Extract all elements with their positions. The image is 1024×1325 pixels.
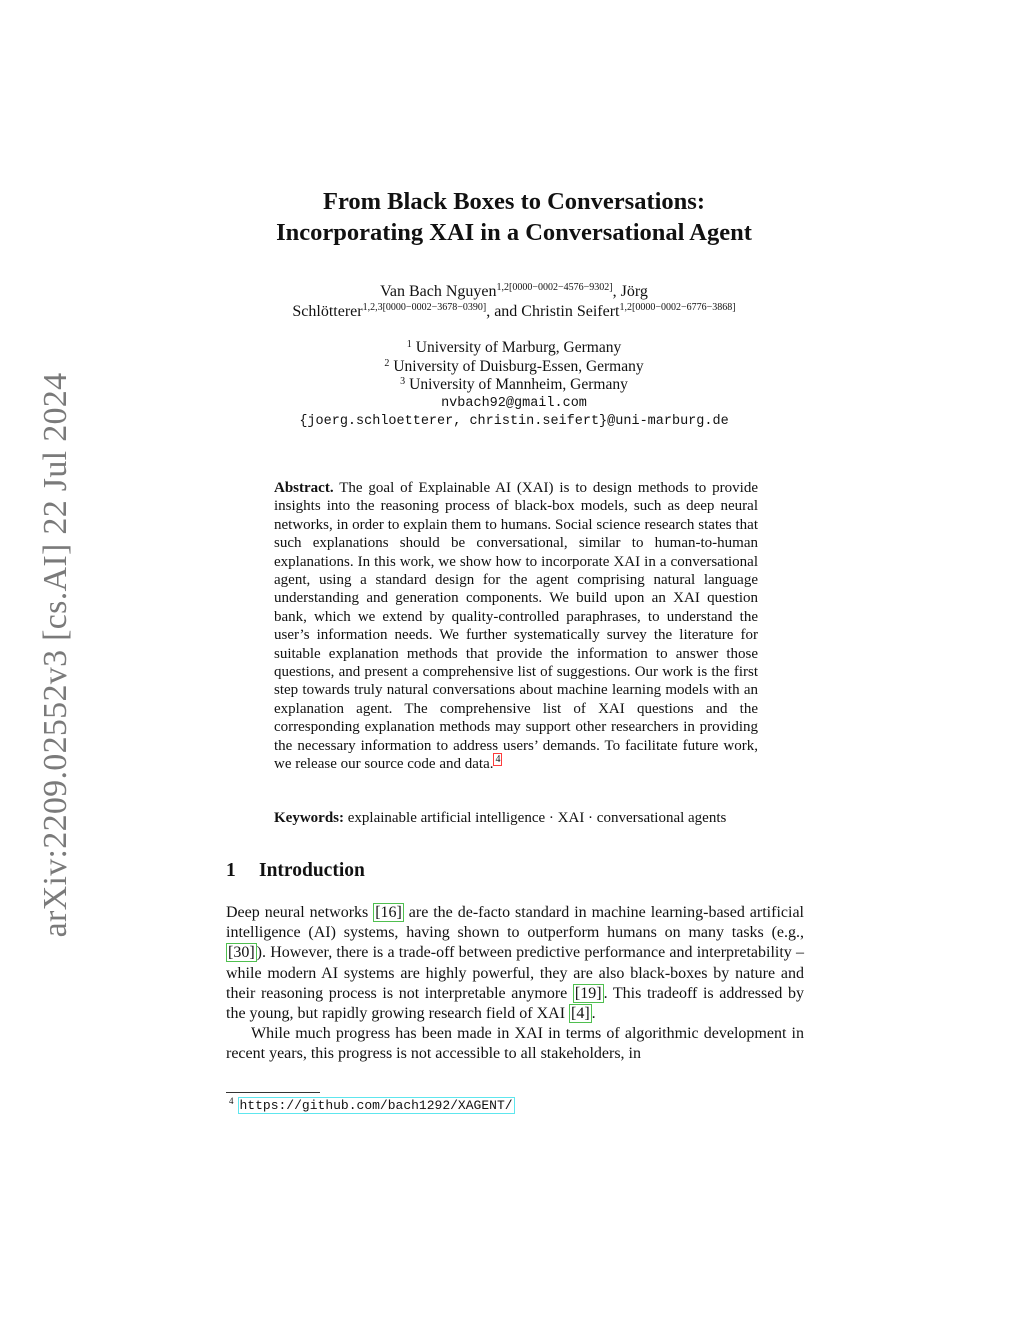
affiliation-2: $^2$ University of Duisburg-Essen, Germany	[384, 357, 644, 375]
paragraph-1: Deep neural networks [16] are the de-facto standard in machine learning-based artificial intelligence (AI) systems, having shown to outperform humans on many tasks (e.g., [30] ). However, there is a trade-off between predictive performance and interpretability – while modern AI systems are highly powerful, they are also black-boxes by nature and their reasoning process is not interpretable anymore [19] . This tradeoff is addressed by the young, but rapidly growing research field of XAI [4] .	[226, 904, 804, 1023]
body-text	[226, 903, 804, 1065]
paragraph-2: While much progress has been made in XAI in terms of algorithmic development in recent years, this progress is not accessible to all stakeholders, in	[226, 1025, 804, 1063]
author-1-orcid: 1,2[0000−0002−4576−9302]	[496, 282, 613, 293]
author-line-2	[0, 302, 1024, 322]
author-1-name: Van Bach Nguyen	[380, 283, 497, 300]
affiliation-1: $^1$ University of Marburg, Germany	[406, 339, 622, 356]
author-line-1	[0, 282, 1024, 302]
email-2: {joerg.schloetterer, christin.seifert}@uni-marburg.de	[299, 414, 729, 429]
keywords-label: Keywords:	[274, 810, 344, 826]
paper-title	[0, 186, 1024, 248]
footnote-ref-link[interactable]: 4	[495, 754, 501, 766]
title-line-2: Incorporating XAI in a Conversational Agent	[276, 219, 752, 246]
affiliation-3: $^3$ University of Mannheim, Germany	[400, 376, 628, 393]
author-3-orcid: 1,2[0000−0002−6776−3868]	[619, 302, 736, 313]
author-list	[0, 282, 1024, 322]
citation-link-4[interactable]: [4]	[571, 1005, 590, 1023]
citation-link-30[interactable]: [30]	[228, 944, 255, 962]
affiliations	[0, 339, 1024, 432]
footnote-url-link[interactable]: https://github.com/bach1292/XAGENT/	[239, 1098, 513, 1113]
keywords	[274, 809, 794, 827]
keywords-text: explainable artificial intelligence · XAI · conversational agents	[347, 810, 727, 826]
abstract-label: Abstract.	[274, 480, 334, 496]
author-2-first-name: , Jörg	[612, 283, 648, 300]
footnote-divider	[226, 1092, 320, 1093]
arxiv-identifier: arXiv:2209.02552v3 [cs.AI] 22 Jul 2024	[37, 372, 74, 938]
footnote-number: 4	[229, 1096, 234, 1106]
author-2-last-name: Schlötterer	[292, 303, 363, 320]
section-number: 1	[226, 860, 236, 881]
abstract	[274, 479, 758, 774]
citation-link-16[interactable]: [16]	[375, 904, 402, 921]
section-heading	[226, 860, 365, 882]
section-title: Introduction	[259, 860, 365, 881]
abstract-text: The goal of Explainable AI (XAI) is to design methods to provide insights into the reasoning process of black-box models, such as deep neural networks, in order to explain them to humans. Social science research states that such explanations should be conversational, similar to human-to-human explanations. In this work, we show how to incorporate XAI in a conversational agent, using a standard design for the agent comprising natural language understanding and generation components. We build upon an XAI question bank, which we extend by quality-controlled paraphrases, to understand the user’s information needs. We further systematically survey the literature for suitable explanation methods that provide the information to answer those questions, and present a comprehensive list of suggestions. Our work is the first step towards truly natural conversations about machine learning models with an explanation agent. The comprehensive list of XAI questions and the corresponding explanation methods may support other researchers in providing the necessary information to address users’ demands. To facilitate future work, we release our source code and data.	[274, 480, 758, 773]
citation-link-19[interactable]: [19]	[574, 984, 602, 1002]
title-line-1: From Black Boxes to Conversations:	[323, 188, 705, 215]
footnote	[229, 1096, 515, 1113]
email-1: nvbach92@gmail.com	[441, 395, 587, 411]
author-2-orcid: 1,2,3[0000−0002−3678−0390]	[362, 302, 487, 313]
author-3-name: , and Christin Seifert	[486, 303, 620, 320]
